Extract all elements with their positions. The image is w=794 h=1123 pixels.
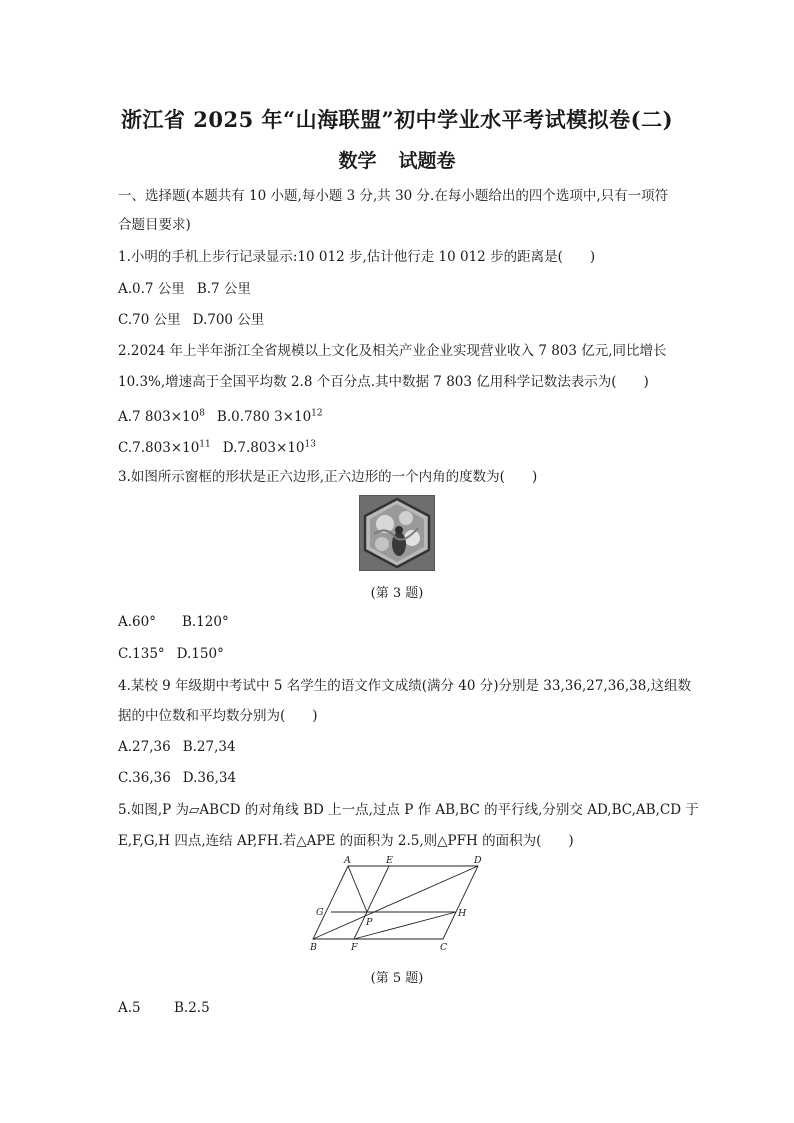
q4-option-d: D.36,34 <box>182 770 237 786</box>
page-subtitle <box>0 146 794 173</box>
label-D: D <box>474 856 482 866</box>
q5-option-a: A.5 <box>118 1000 141 1016</box>
q4-options-row2 <box>118 768 236 788</box>
paper-label: 试题卷 <box>398 150 456 172</box>
q5-options-row1 <box>118 998 210 1018</box>
page-title: 浙江省 2025 年“山海联盟”初中学业水平考试模拟卷(二) <box>120 107 674 132</box>
label-P: P <box>366 917 373 928</box>
hexagon-window-photo <box>359 495 435 571</box>
q2-option-b: B.0.780 $3\times 10^{12}$ <box>216 408 323 425</box>
parallelogram-figure <box>308 856 488 960</box>
q1-option-a: A.0.7 公里 <box>118 281 185 297</box>
label-G: G <box>316 907 324 918</box>
q1-option-b: B.7 公里 <box>196 281 251 297</box>
q3-option-c: C.135° <box>118 646 165 662</box>
q3-option-d: D.150° <box>176 646 224 662</box>
q2-stem-line1: 2.2024 年上半年浙江全省规模以上文化及相关产业企业实现营业收入 7 803 亿元,同比增长 <box>118 343 667 359</box>
q4-stem-line2: 据的中位数和平均数分别为( ) <box>118 708 318 724</box>
q1-option-c: C.70 公里 <box>118 312 181 328</box>
q1-stem: 1.小明的手机上步行记录显示:10 012 步,估计他行走 10 012 步的距离是( ) <box>118 249 596 265</box>
q2-options-row1 <box>118 403 323 427</box>
q3-options-row1 <box>118 612 229 632</box>
q5-figure-caption: (第 5 题) <box>370 971 424 986</box>
q5-stem-line2: E,F,G,H 四点,连结 AP,FH.若△APE 的面积为 2.5,则△PFH 的面积为( ) <box>118 833 574 849</box>
q1-options-row1 <box>118 279 251 299</box>
q2-stem-line2: 10.3%,增速高于全国平均数 2.8 个百分点.其中数据 7 803 亿用科学记数法表示为( ) <box>118 374 649 390</box>
q3-figure-caption: (第 3 题) <box>370 586 424 601</box>
q5-stem-line1: 5.如图,P 为▱ABCD 的对角线 BD 上一点,过点 P 作 AB,BC 的平行线,分别交 AD,BC,AB,CD 于 <box>118 802 699 818</box>
label-E: E <box>386 856 393 866</box>
q1-option-d: D.700 公里 <box>192 312 265 328</box>
q3-stem: 3.如图所示窗框的形状是正六边形,正六边形的一个内角的度数为( ) <box>118 469 538 485</box>
q4-stem-line1: 4.某校 9 年级期中考试中 5 名学生的语文作文成绩(满分 40 分)分别是 33,36,27,36,38,这组数 <box>118 678 692 694</box>
label-C: C <box>440 942 448 953</box>
label-A: A <box>344 856 351 866</box>
q4-option-b: B.27,34 <box>182 739 236 755</box>
q5-option-b: B.2.5 <box>174 1000 210 1016</box>
section-heading-line2: 合题目要求) <box>118 217 191 233</box>
label-H: H <box>458 908 467 919</box>
label-B: B <box>310 942 317 953</box>
q2-option-c: $C.7.803\times 10^{11}$ <box>118 439 211 456</box>
q2-options-row2 <box>118 434 316 458</box>
q2-option-d: $D.7.803\times 10^{13}$ <box>222 439 316 456</box>
q3-option-a: A.60° <box>118 614 156 630</box>
q4-option-a: A.27,36 <box>118 739 171 755</box>
q4-options-row1 <box>118 737 236 757</box>
subject-label: 数学 <box>338 150 377 172</box>
q4-option-c: C.36,36 <box>118 770 171 786</box>
q2-option-a: A.7 $803\times 10^8$ <box>118 408 205 425</box>
q3-options-row2 <box>118 644 224 664</box>
q3-option-b: B.120° <box>181 614 229 630</box>
label-F: F <box>351 942 358 953</box>
q1-options-row2 <box>118 310 264 330</box>
section-heading-line1: 一、选择题(本题共有 10 小题,每小题 3 分,共 30 分.在每小题给出的四个选项中,只有一项符 <box>118 188 669 204</box>
